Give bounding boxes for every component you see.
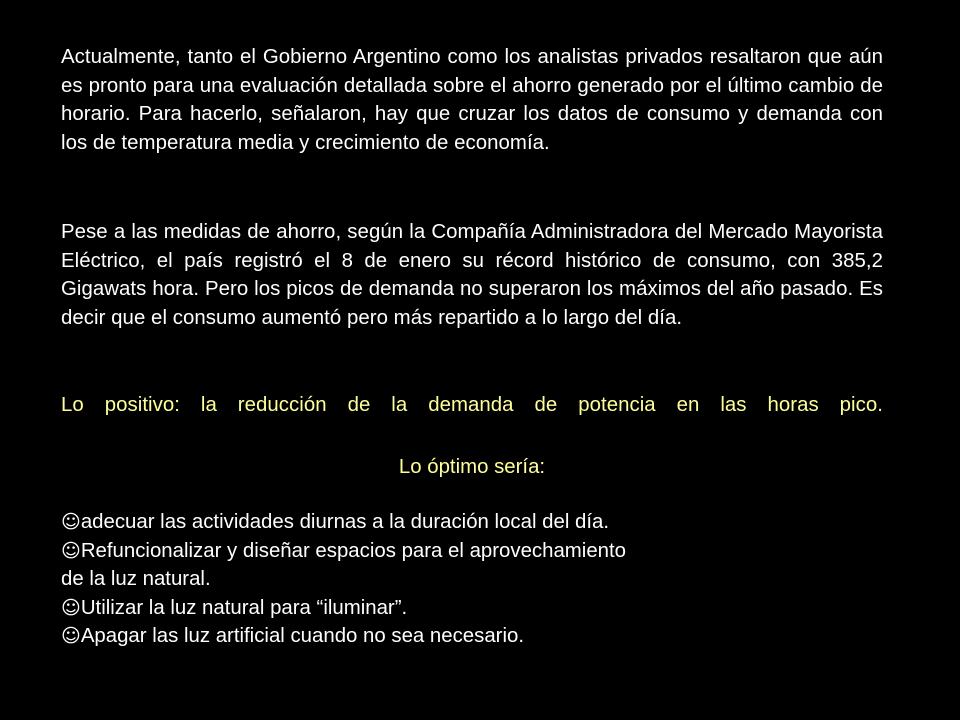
smiley-icon: ☺ (61, 596, 81, 619)
list-item (61, 622, 883, 651)
list-item (61, 508, 883, 537)
smiley-icon: ☺ (61, 539, 81, 562)
recommendations-list (61, 508, 883, 651)
smiley-icon: ☺ (61, 511, 81, 533)
paragraph-evaluation: Actualmente, tanto el Gobierno Argentino como los analistas privados resaltaron que aún es pronto para una evaluación detallada sobre el ahorro generado por el último cambio de horario. Para hacerlo, señalaron, hay que cruzar los datos de consumo y demanda con los de temperatura media y crecimiento de economía. (61, 46, 883, 154)
list-item (61, 594, 883, 623)
bullet-text: Utilizar la luz natural para “iluminar”. (80, 596, 408, 619)
paragraph-positive: Lo positivo: la reducción de la demanda de potencia en las horas pico. (61, 394, 883, 416)
bullet-text: Refuncionalizar y diseñar espacios para el aprovechamiento (80, 539, 627, 562)
optimal-heading: Lo óptimo sería: (398, 456, 546, 478)
paragraph-consumption-record: Pese a las medidas de ahorro, según la Compañía Administradora del Mercado Mayorista Eléctrico, el país registró el 8 de enero su récord histórico de consumo, con 385,2 Gigawats hora. Pero los picos de demanda no superaron los máximos del año pasado. Es decir que el consumo aumentó pero más repartido a lo largo del día. (61, 221, 883, 329)
bullet-text: adecuar las actividades diurnas a la duración local del día. (80, 511, 610, 533)
list-item-continuation (61, 565, 883, 594)
bullet-text: Apagar las luz artificial cuando no sea necesario. (80, 625, 525, 648)
list-item (61, 537, 883, 566)
smiley-icon: ☺ (61, 625, 81, 648)
bullet-text-continuation: de la luz natural. (61, 568, 211, 591)
